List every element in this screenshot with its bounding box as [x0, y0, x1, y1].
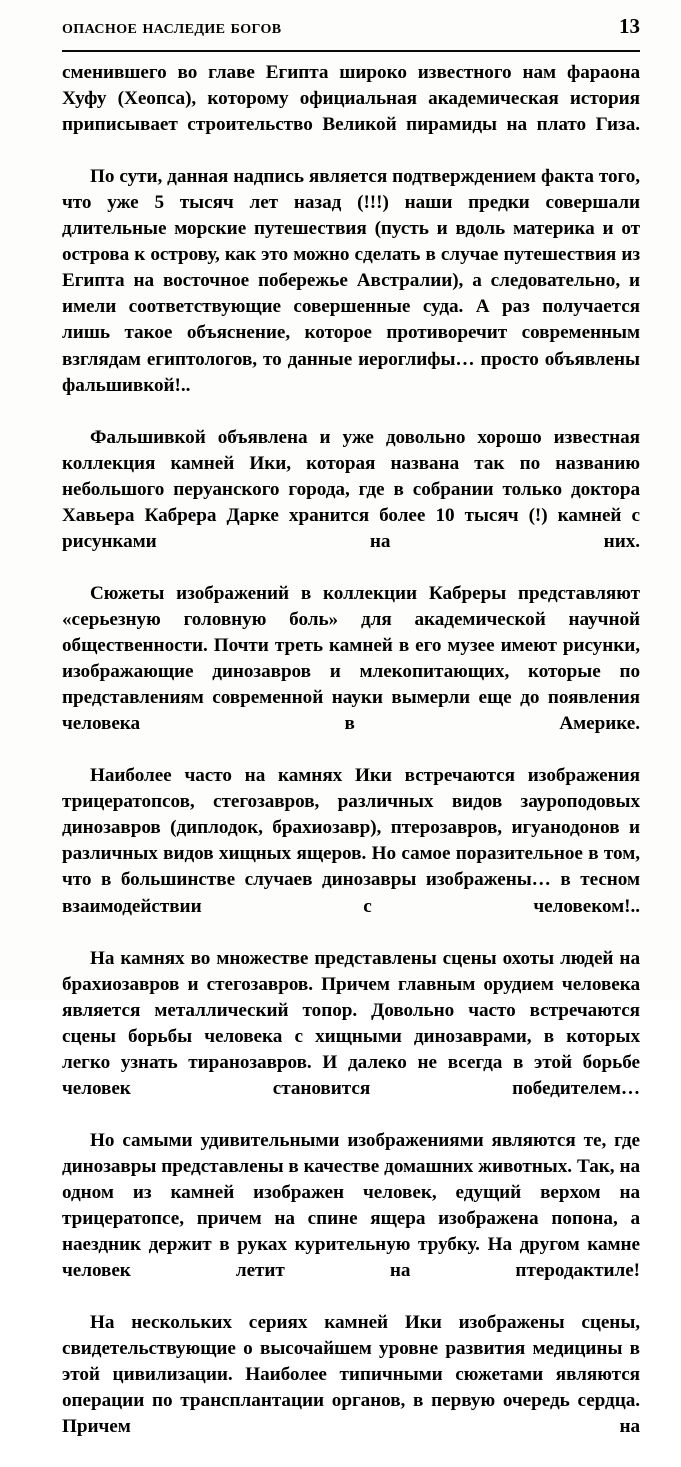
para-inscription-proof: По сути, данная надпись является подтверждением факта того, что уже 5 тысяч лет назад (!!!) наши предки совершали длительные морские путешествия (пусть и вдоль материка и от острова к острову, как это можно сделать в случае путешествия из Египта на восточное побережье Австралии), а следовательно, и имели соответствующие совершенные суда. А раз получается лишь такое объяснение, которое противоречит современным взглядам египтологов, то данные иероглифы… просто объявлены фальшивкой!.. — [62, 166, 640, 396]
running-head-title: опасное наследие богов — [62, 17, 282, 38]
para-cabrera-headache: Сюжеты изображений в коллекции Кабреры представляют «серьезную головную боль» для академической научной общественности. Почти треть камней в его музее имеют рисунки, изображающие динозавров и млекопитающих, которые по представлениям современной науки вымерли еще до появления человека в Америке. — [62, 582, 640, 735]
body-text-block — [62, 60, 640, 1467]
running-head — [62, 16, 640, 48]
para-hunting-scenes: На камнях во множестве представлены сцены охоты людей на брахиозавров и стегозавров. Причем главным орудием человека является металлический топор. Довольно часто встречаются сцены борьбы человека с хищными динозаврами, в которых легко узнать тиранозавров. И далеко не всегда в этой борьбе человек становится победителем… — [62, 947, 640, 1099]
header-divider-rule — [62, 50, 640, 52]
para-ica-stones-collection: Фальшивкой объявлена и уже довольно хорошо известная коллекция камней Ики, которая названа так по названию небольшого перуанского города, где в собрании только доктора Хавьера Кабрера Дарке хранится более 10 тысяч (!) камней с рисунками на них. — [62, 426, 640, 552]
page-number: 13 — [619, 14, 640, 38]
para-domestic-dinosaurs: Но самыми удивительными изображениями являются те, где динозавры представлены в качестве домашних животных. Так, на одном из камней изображен человек, едущий верхом на трицератопсе, причем на спине ящера изображена попона, а наездник держит в руках курительную трубку. На другом камне человек летит на птеродактиле! — [62, 1129, 640, 1282]
para-dinosaur-species: Наиболее часто на камнях Ики встречаются изображения трицератопсов, стегозавров, различных видов зауроподовых динозавров (диплодок, брахиозавр), птерозавров, игуанодонов и различных видов хищных ящеров. Но самое поразительное в том, что в большинстве случаев динозавры изображены… в тесном взаимодействии с человеком!.. — [62, 765, 640, 917]
para-medicine-scenes: На нескольких сериях камней Ики изображены сцены, свидетельствующие о высочайшем уровне развития медицины в этой цивилизации. Наиболее типичными сюжетами являются операции по трансплантации органов, в первую очередь сердца. Причем на — [62, 1312, 640, 1438]
para-continued-khufu: сменившего во главе Египта широко известного нам фараона Хуфу (Хеопса), которому официальная академическая история приписывает строительство Великой пирамиды на плато Гиза. — [62, 62, 640, 136]
